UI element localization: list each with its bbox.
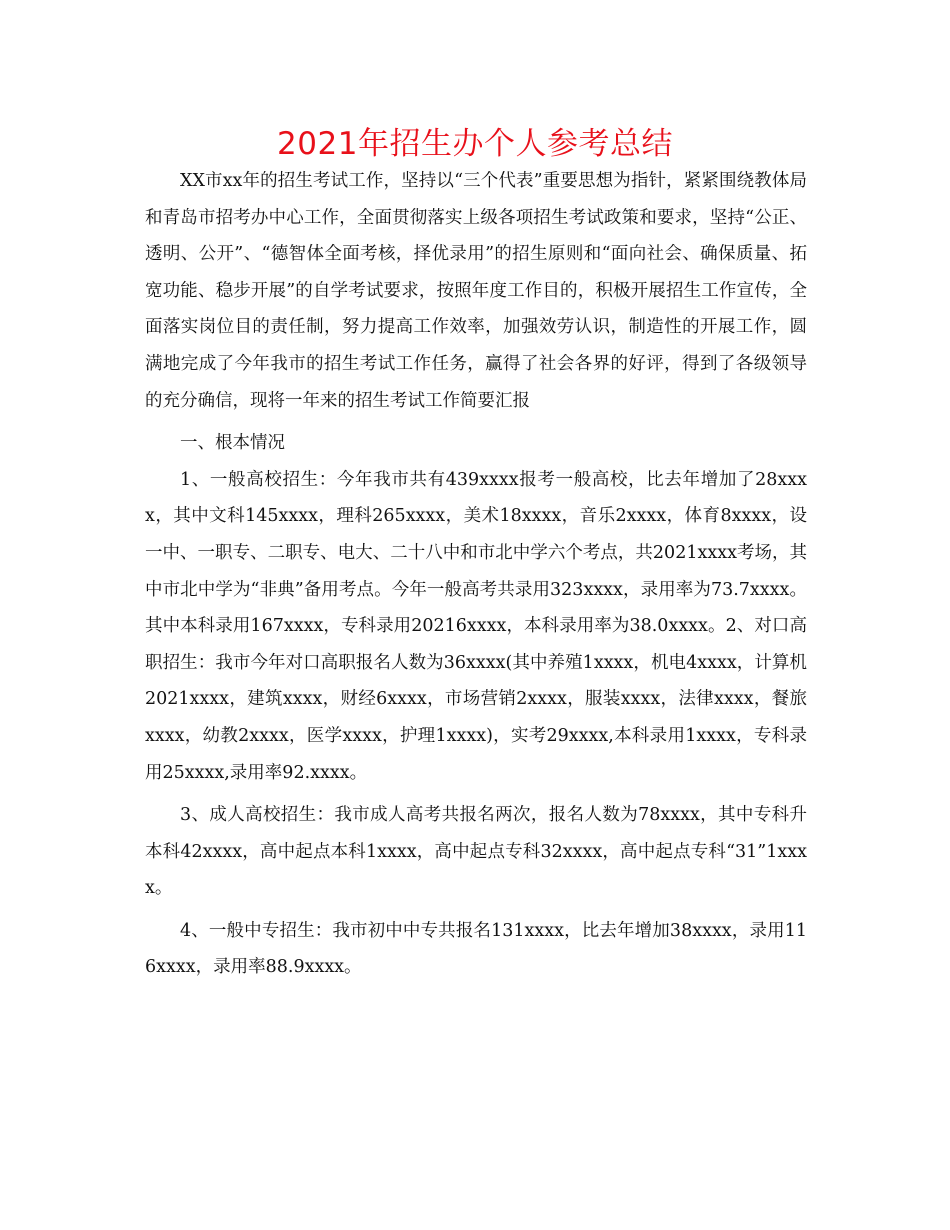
paragraph-technical-school-enrollment: 4、一般中专招生：我市初中中专共报名131xxxx，比去年增加38xxxx，录用116xxxx，录用率88.9xxxx。 (145, 920, 807, 978)
document-body (145, 163, 807, 992)
section-heading-basic-situation: 一、根本情况 (180, 433, 285, 454)
paragraph-general-college-enrollment: 1、一般高校招生：今年我市共有439xxxx报考一般高校，比去年增加了28xxxx，其中文科145xxxx，理科265xxxx，美术18xxxx，音乐2xxxx，体育8xxxx，设一中、一职专、二职专、电大、二十八中和市北中学六个考点，共2021xxxx考场，其中市北中学为“非典”备用考点。今年一般高考共录用323xxxx，录用率为73.7xxxx。其中本科录用167xxxx，专科录用20216xxxx，本科录用率为38.0xxxx。2、对口高职招生：我市今年对口高职报名人数为36xxxx(其中养殖1xxxx，机电4xxxx，计算机2021xxxx，建筑xxxx，财经6xxxx，市场营销2xxxx，服装xxxx，法律xxxx，餐旅xxxx，幼教2xxxx，医学xxxx，护理1xxxx)，实考29xxxx,本科录用1xxxx，专科录用25xxxx,录用率92.xxxx。 (145, 469, 807, 783)
intro-paragraph: XX市xx年的招生考试工作，坚持以“三个代表”重要思想为指针，紧紧围绕教体局和青岛市招考办中心工作，全面贯彻落实上级各项招生考试政策和要求，坚持“公正、透明、公开”、“德智体全面考核，择优录用”的招生原则和“面向社会、确保质量、拓宽功能、稳步开展”的自学考试要求，按照年度工作目的，积极开展招生工作宣传，全面落实岗位目的责任制，努力提高工作效率，加强效劳认识，制造性的开展工作，圆满地完成了今年我市的招生考试工作任务，赢得了社会各界的好评，得到了各级领导的充分确信，现将一年来的招生考试工作简要汇报 (145, 171, 807, 411)
document-title: 2021年招生办个人参考总结 (277, 126, 673, 162)
paragraph-adult-college-enrollment: 3、成人高校招生：我市成人高考共报名两次，报名人数为78xxxx，其中专科升本科42xxxx，高中起点本科1xxxx，高中起点专科32xxxx，高中起点专科“31”1xxxx。 (145, 805, 807, 899)
